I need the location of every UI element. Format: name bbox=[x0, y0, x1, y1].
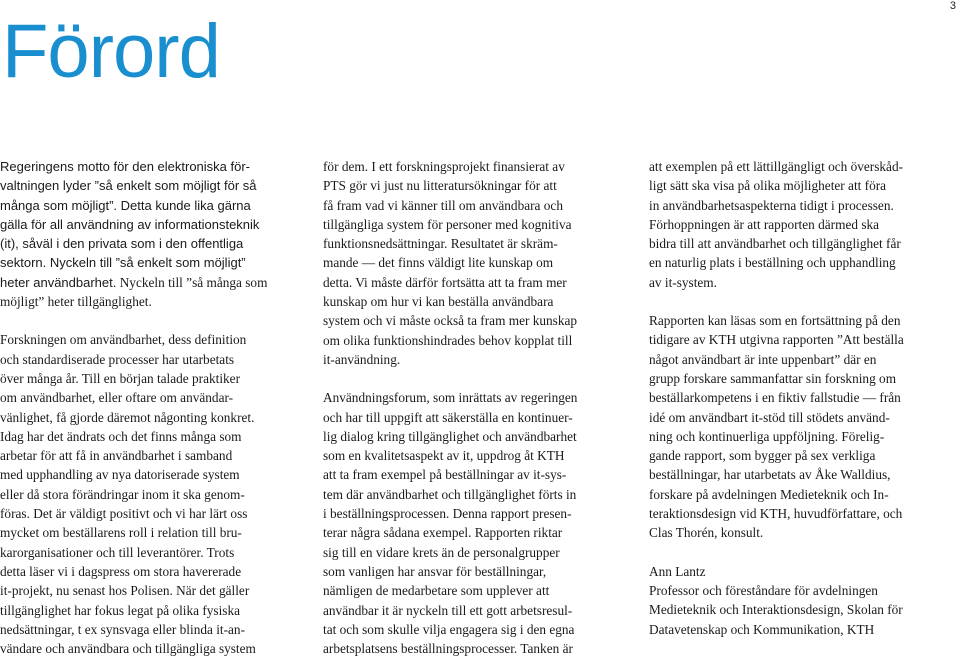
text-line: vändare och användbara och tillgängliga system bbox=[0, 641, 256, 657]
page-title: Förord bbox=[2, 9, 220, 94]
text-line: tem där användbarhet och tillgänglighet förts in bbox=[323, 486, 577, 502]
text-line: Förhoppningen är att rapporten därmed ska bbox=[649, 216, 880, 232]
text-line: med upphandling av nya datoriserade system bbox=[0, 467, 240, 483]
column-1 bbox=[0, 157, 300, 658]
text-line: mande — det finns väldigt lite kunskap om bbox=[323, 255, 554, 271]
text-line: som en kvalitetsaspekt av it, uppdrog åt KTH bbox=[323, 448, 565, 464]
text-line: detta. Vi måste därför fortsätta att ta fram mer bbox=[323, 274, 567, 290]
text-line: tillgänglighet har fokus legat på olika fysiska bbox=[0, 602, 241, 618]
text-line: in användbarhetsaspekterna tidigt i processen. bbox=[649, 197, 894, 213]
text-line: it-projekt, nu senast hos Polisen. När det gäller bbox=[0, 583, 250, 599]
paragraph bbox=[649, 562, 951, 639]
text-line: funktionsnedsättningar. Resultatet är skräm- bbox=[323, 236, 558, 252]
paragraph bbox=[323, 157, 623, 369]
text-line bbox=[0, 273, 300, 292]
text-line: sektorn. Nyckeln till ”så enkelt som möjligt” bbox=[0, 255, 246, 271]
text-line: Regeringens motto för den elektroniska för- bbox=[0, 159, 251, 174]
text-line: arbetar för att få in användbarhet i samband bbox=[0, 448, 233, 464]
text-line: att exemplen på ett lättillgängligt och överskåd- bbox=[649, 159, 904, 174]
text-line: bidra till att användbarhet och tillgänglighet får bbox=[649, 236, 901, 252]
text-line: tat och som skulle vilja engagera sig i den egna bbox=[323, 621, 575, 637]
text-line: Medieteknik och Interaktionsdesign, Skolan för bbox=[649, 602, 903, 618]
text-line: Rapporten kan läsas som en fortsättning på den bbox=[649, 313, 901, 329]
text-line: om användbarhet, eller oftare om användar- bbox=[0, 390, 234, 406]
text-line: om olika funktionshindrades behov kopplat till bbox=[323, 332, 573, 348]
paragraph bbox=[323, 388, 623, 658]
paragraph bbox=[0, 330, 300, 658]
text-line: valtningen lyder ”så enkelt som möjligt för så bbox=[0, 178, 257, 194]
text-line: möjligt” heter tillgänglighet. bbox=[0, 294, 152, 310]
page-number: 3 bbox=[949, 0, 956, 12]
text-line: Forskningen om användbarhet, dess definition bbox=[0, 332, 247, 348]
text-line: beställningar, har utarbetats av Åke Walldius, bbox=[649, 467, 891, 483]
text-line: nedsättningar, t ex synsvaga eller blinda it-an- bbox=[0, 621, 246, 637]
text-line: terar några sådana exempel. Rapporten riktar bbox=[323, 525, 563, 541]
text-line: arbetsplatsens beställningsprocesser. Tanken är bbox=[323, 641, 573, 657]
text-line: många som möjligt”. Detta kunde lika gärna bbox=[0, 197, 251, 213]
text-line: Datavetenskap och Kommunikation, KTH bbox=[649, 621, 875, 637]
text-line: Ann Lantz bbox=[649, 563, 706, 579]
paragraph bbox=[649, 157, 951, 292]
text-segment-sans: heter användbarhet. bbox=[0, 274, 117, 290]
text-line: över många år. Till en början talade praktiker bbox=[0, 370, 241, 386]
column-2 bbox=[323, 157, 623, 658]
text-line: lig dialog kring tillgänglighet och användbarhet bbox=[323, 428, 577, 444]
text-line: vänlighet, få gjorde däremot någonting konkret. bbox=[0, 409, 255, 425]
text-line: it-användning. bbox=[323, 351, 401, 367]
text-line: gande rapport, som bygger på sex verkliga bbox=[649, 448, 876, 464]
text-line: grupp forskare sammanfattar sin forskning om bbox=[649, 370, 897, 386]
text-line: som vanligen har ansvar för beställningar, bbox=[323, 563, 547, 579]
paragraph bbox=[0, 157, 300, 311]
paragraph bbox=[649, 311, 951, 543]
text-line: (it), såväl i den privata som i den offentliga bbox=[0, 236, 244, 252]
text-line: beställarkompetens i en fiktiv fallstudie — från bbox=[649, 390, 901, 406]
text-line: få fram vad vi känner till om användbara och bbox=[323, 197, 563, 213]
text-line: sig till en vidare krets än de personalgrupper bbox=[323, 544, 560, 560]
text-line: forskare på avdelningen Medieteknik och In- bbox=[649, 486, 889, 502]
text-line: Idag har det ändrats och det finns många som bbox=[0, 428, 242, 444]
text-line: nämligen de medarbetare som upplever att bbox=[323, 583, 550, 599]
text-segment-serif: Nyckeln till ”så många som bbox=[116, 274, 268, 290]
text-line: Professor och föreståndare för avdelningen bbox=[649, 582, 878, 598]
text-line: ning och kontinuerliga uppföljning. Förelig- bbox=[649, 428, 885, 444]
column-3 bbox=[649, 157, 951, 639]
text-line: för dem. I ett forskningsprojekt finansierat av bbox=[323, 159, 565, 174]
text-line: idé om användbart it-stöd till stödets använd- bbox=[649, 409, 890, 425]
text-line: tidigare av KTH utgivna rapporten ”Att beställa bbox=[649, 332, 904, 348]
text-line: något användbart är inte uppenbart” där en bbox=[649, 351, 877, 367]
text-line: i beställningsprocessen. Denna rapport presen- bbox=[323, 506, 572, 522]
text-line: användbar it är nyckeln till ett gott arbetsresul- bbox=[323, 602, 573, 618]
text-line: eller då stora förändringar inom it ska genom- bbox=[0, 486, 245, 502]
text-line: tillgängliga system för personer med kognitiva bbox=[323, 216, 572, 232]
text-line: och har till uppgift att säkerställa en kontinuer- bbox=[323, 409, 573, 425]
text-line: karorganisationer och till leverantörer. Trots bbox=[0, 544, 235, 560]
text-line: kunskap om hur vi kan beställa användbara bbox=[323, 294, 554, 310]
text-line: att ta fram exempel på beställningar av it-sys- bbox=[323, 467, 567, 483]
text-line: Användningsforum, som inrättats av regeringen bbox=[323, 390, 578, 406]
text-line: gälla för all användning av informationsteknik bbox=[0, 216, 260, 232]
text-line: en naturlig plats i beställning och upphandling bbox=[649, 255, 896, 271]
text-line: av it-system. bbox=[649, 274, 717, 290]
text-line: PTS gör vi just nu litteratursökningar för att bbox=[323, 178, 557, 194]
text-line: ligt sätt ska visa på olika möjligheter att föra bbox=[649, 178, 887, 194]
text-line: system och vi måste också ta fram mer kunskap bbox=[323, 313, 578, 329]
text-line: och standardiserade processer har utarbetats bbox=[0, 351, 235, 367]
text-line: teraktionsdesign vid KTH, huvudförfattare, och bbox=[649, 506, 903, 522]
text-line: föras. Det är väldigt positivt och vi har lärt oss bbox=[0, 506, 248, 522]
text-line: Clas Thorén, konsult. bbox=[649, 525, 764, 541]
text-line: detta läser vi i dagspress om stora havererade bbox=[0, 563, 242, 579]
text-line: mycket om beställarens roll i relation till bru- bbox=[0, 525, 242, 541]
